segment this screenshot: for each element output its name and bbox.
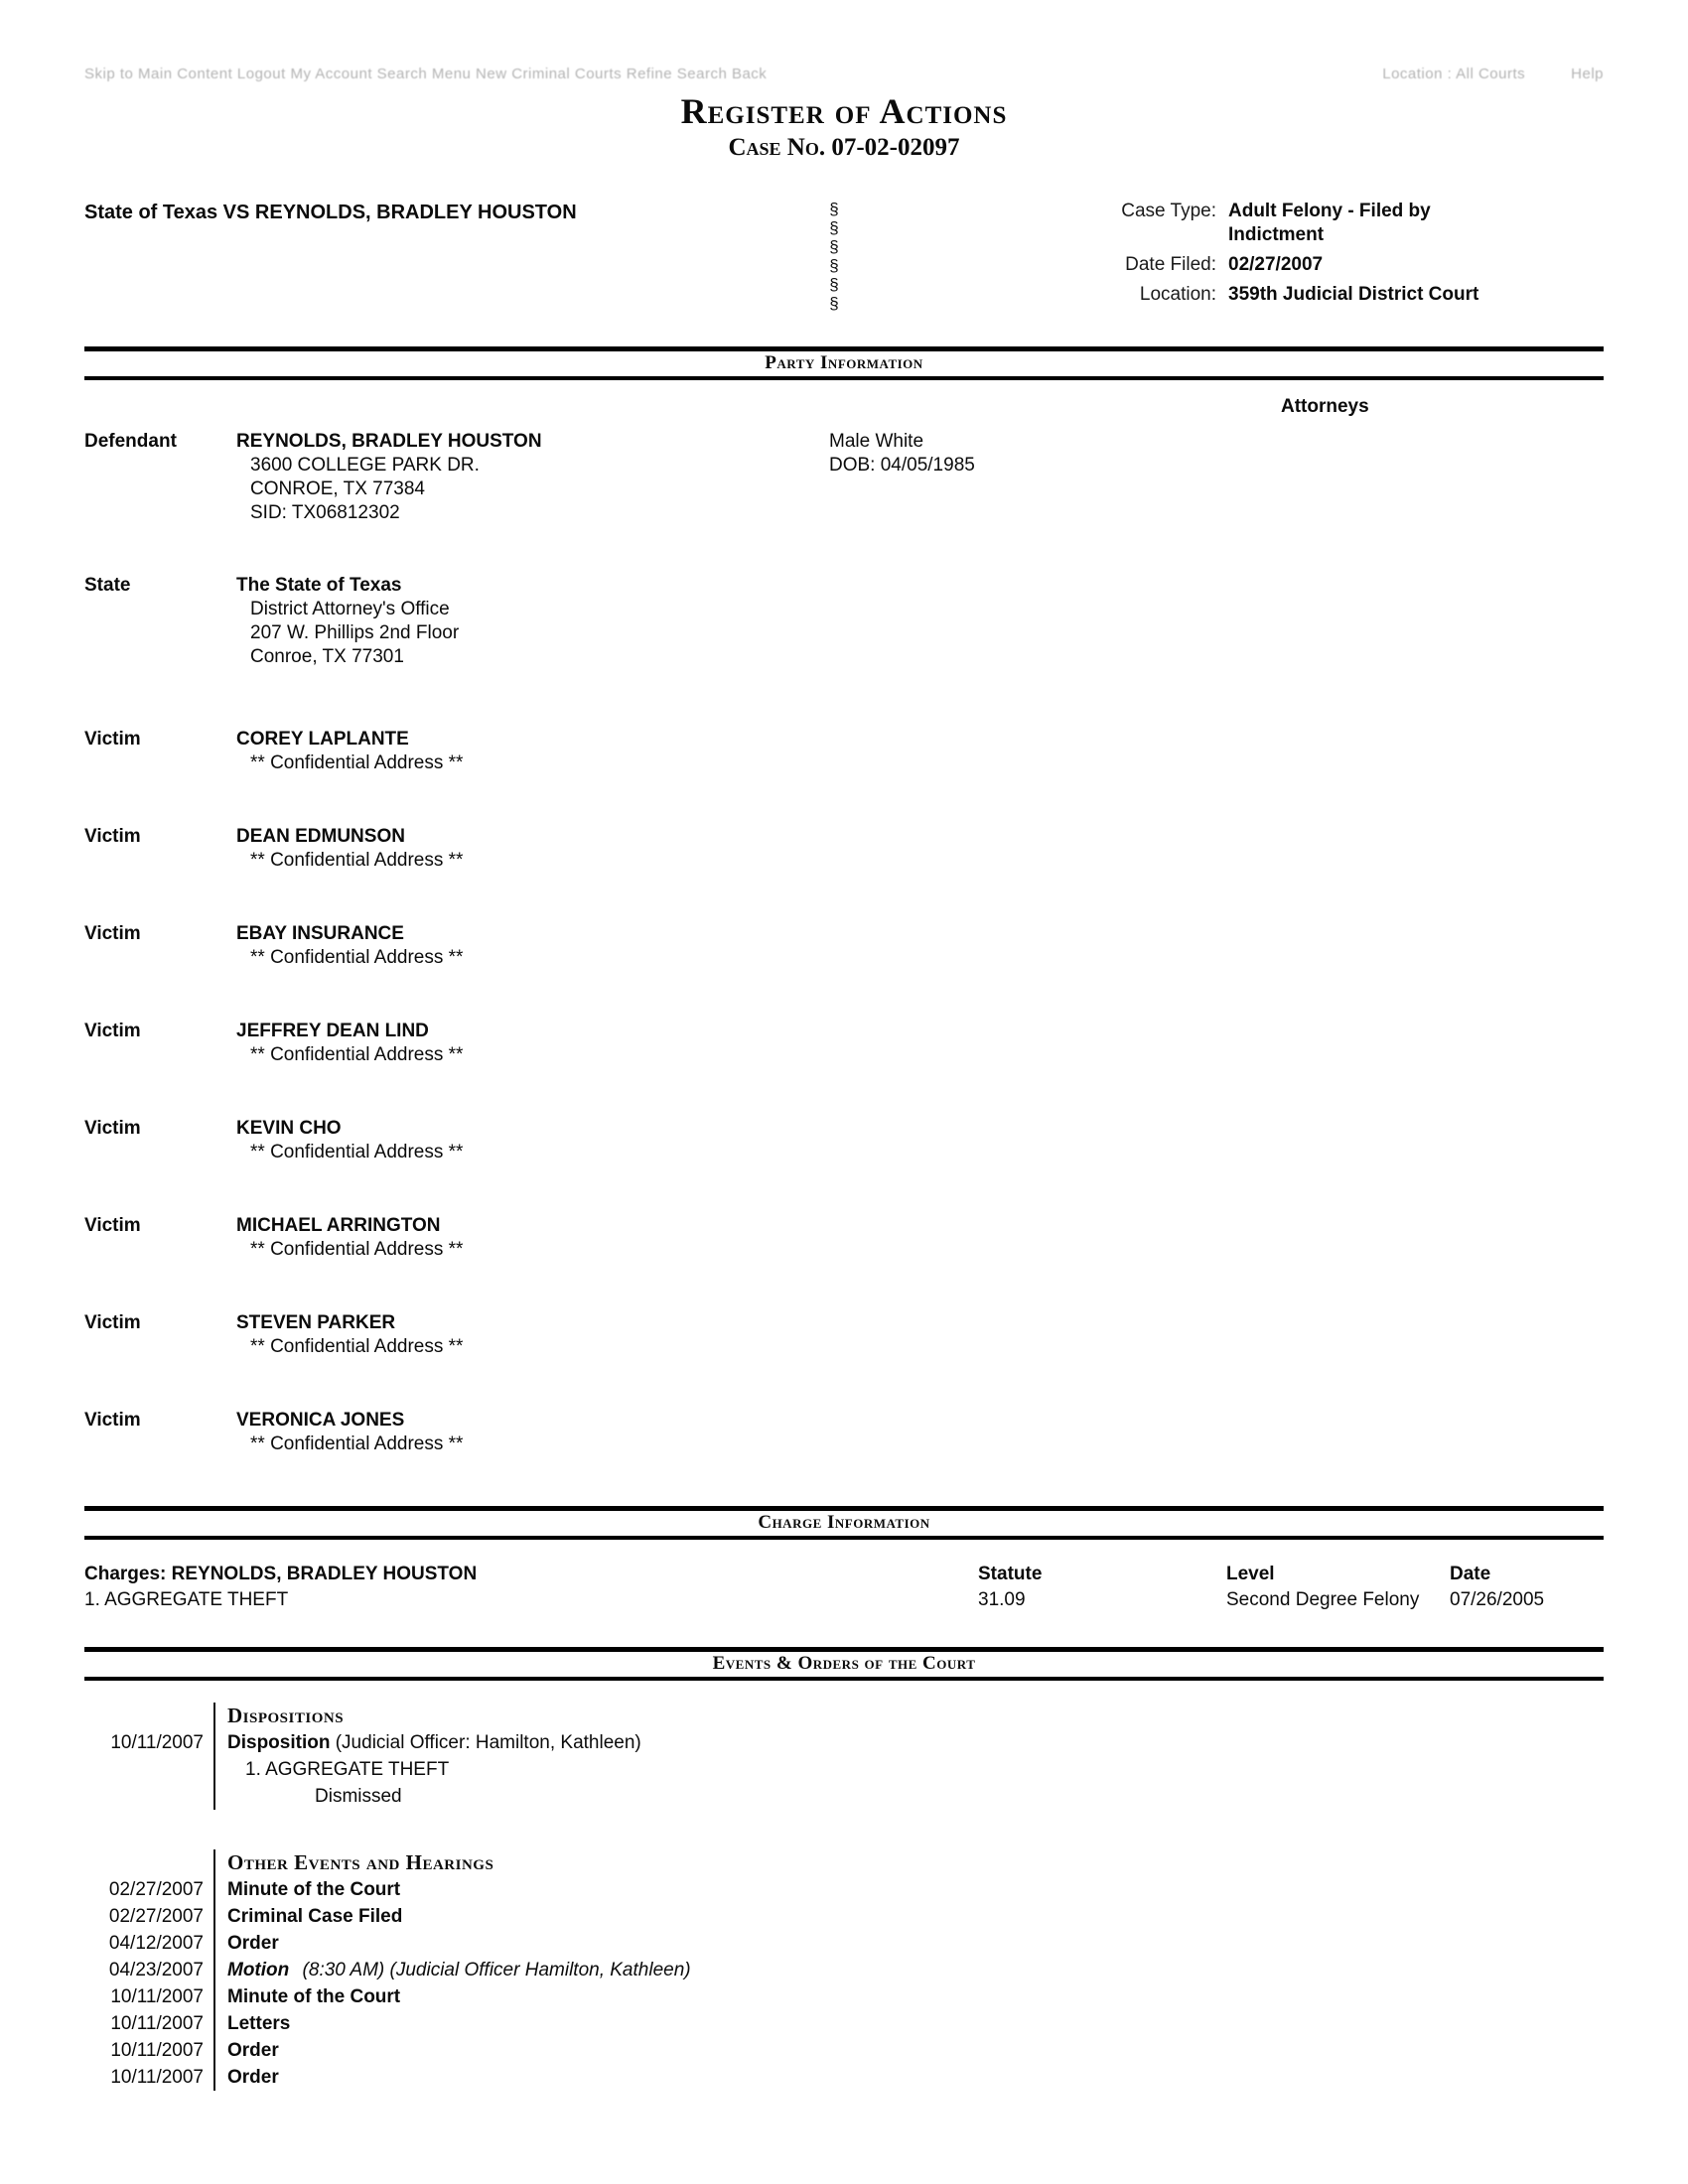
party-address-line: 3600 COLLEGE PARK DR. <box>250 455 480 476</box>
charges-table <box>84 1562 1604 1613</box>
party-address-line: ** Confidential Address ** <box>250 752 464 773</box>
party-row-victim <box>84 1117 1604 1164</box>
case-type-label: Case Type: <box>1121 201 1216 221</box>
party-role: Defendant <box>84 431 177 452</box>
party-name: DEAN EDMUNSON <box>236 826 405 847</box>
charge-information-section-header: Charge Information <box>84 1506 1604 1540</box>
location-value: 359th Judicial District Court <box>1228 284 1479 305</box>
party-detail-dob: DOB: 04/05/1985 <box>829 455 975 476</box>
party-address-line: District Attorney's Office <box>250 599 450 619</box>
event-title: Order <box>227 2040 279 2061</box>
charge-row <box>84 1587 1604 1613</box>
event-row <box>213 2064 1604 2091</box>
party-name: VERONICA JONES <box>236 1410 405 1431</box>
event-title: Criminal Case Filed <box>227 1906 403 1927</box>
party-name: COREY LAPLANTE <box>236 729 409 750</box>
other-events-block <box>84 1849 1604 2091</box>
party-address-line: ** Confidential Address ** <box>250 947 464 968</box>
events-orders-section-header: Events & Orders of the Court <box>84 1647 1604 1681</box>
event-title: Order <box>227 1933 279 1954</box>
date-filed-value: 02/27/2007 <box>1228 254 1324 275</box>
event-date: 02/27/2007 <box>108 1906 204 1927</box>
party-row-victim <box>84 922 1604 970</box>
party-row-victim <box>84 728 1604 775</box>
event-title: Order <box>227 2067 279 2088</box>
level-column-header: Level <box>1226 1564 1275 1584</box>
dispositions-block <box>84 1703 1604 1810</box>
case-meta <box>879 200 1604 313</box>
party-role: Victim <box>84 923 141 944</box>
location-label: Location: <box>1139 284 1216 305</box>
party-address-line: ** Confidential Address ** <box>250 850 464 871</box>
event-row <box>213 2010 1604 2037</box>
event-date: 10/11/2007 <box>110 2013 204 2034</box>
party-address-line: Conroe, TX 77301 <box>250 646 404 667</box>
party-row-victim <box>84 1409 1604 1456</box>
party-address-line: ** Confidential Address ** <box>250 1433 464 1454</box>
party-address-line: ** Confidential Address ** <box>250 1336 464 1357</box>
event-date: 10/11/2007 <box>110 2040 204 2061</box>
party-address-line: ** Confidential Address ** <box>250 1142 464 1162</box>
attorneys-column-header: Attorneys <box>1281 396 1369 417</box>
disposition-entry <box>213 1729 1604 1756</box>
statute-column-header: Statute <box>978 1564 1043 1584</box>
party-name: MICHAEL ARRINGTON <box>236 1215 441 1236</box>
party-role: Victim <box>84 1118 141 1139</box>
nav-links-left: Skip to Main Content Logout My Account Search Menu New Criminal Courts Refine Search Back <box>84 66 768 82</box>
nav-location: Location : All Courts <box>1382 66 1526 82</box>
party-name: REYNOLDS, BRADLEY HOUSTON <box>236 431 542 452</box>
party-role: Victim <box>84 1021 141 1041</box>
event-row <box>213 1876 1604 1903</box>
event-detail: (8:30 AM) (Judicial Officer Hamilton, Kathleen) <box>302 1960 691 1980</box>
date-filed-label: Date Filed: <box>1125 254 1216 275</box>
party-role: State <box>84 575 131 596</box>
party-row-victim <box>84 1020 1604 1067</box>
event-row <box>213 1957 1604 1983</box>
party-row-victim <box>84 1214 1604 1262</box>
event-row <box>213 1903 1604 1930</box>
event-date: 04/12/2007 <box>108 1933 204 1954</box>
nav-help-link: Help <box>1571 66 1604 82</box>
event-date: 10/11/2007 <box>110 2067 204 2088</box>
browser-chrome-header <box>84 0 1604 82</box>
party-name: EBAY INSURANCE <box>236 923 404 944</box>
dispositions-header: Dispositions <box>213 1703 1604 1729</box>
other-events-header: Other Events and Hearings <box>213 1849 1604 1876</box>
party-name: The State of Texas <box>236 575 402 596</box>
event-row <box>213 2037 1604 2064</box>
party-information-section-header: Party Information <box>84 346 1604 380</box>
charge-date: 07/26/2005 <box>1450 1589 1545 1610</box>
event-title: Disposition <box>227 1732 331 1753</box>
case-header <box>84 200 1604 313</box>
charge-statute: 31.09 <box>978 1589 1026 1610</box>
party-row-victim <box>84 825 1604 873</box>
event-detail: (Judicial Officer: Hamilton, Kathleen) <box>335 1732 641 1753</box>
party-detail-sex-race: Male White <box>829 431 924 452</box>
party-address-line: ** Confidential Address ** <box>250 1239 464 1260</box>
party-role: Victim <box>84 1312 141 1333</box>
case-style-caption: State of Texas VS REYNOLDS, BRADLEY HOUSTON <box>84 202 577 223</box>
party-address-line: 207 W. Phillips 2nd Floor <box>250 622 460 643</box>
party-role: Victim <box>84 729 141 750</box>
event-title: Motion <box>227 1960 290 1980</box>
disposition-result-line: Dismissed <box>213 1783 1604 1810</box>
charge-level: Second Degree Felony <box>1226 1589 1420 1610</box>
event-date: 04/23/2007 <box>108 1960 204 1980</box>
case-type-value: Adult Felony - Filed by Indictment <box>1228 201 1431 245</box>
disposition-charge-line: 1. AGGREGATE THEFT <box>213 1756 1604 1783</box>
event-title: Letters <box>227 2013 291 2034</box>
party-row-state <box>84 574 1604 669</box>
event-date: 10/11/2007 <box>110 1986 204 2007</box>
party-role: Victim <box>84 1410 141 1431</box>
case-number: Case No. 07-02-02097 <box>728 134 960 161</box>
party-address-line: ** Confidential Address ** <box>250 1044 464 1065</box>
date-column-header: Date <box>1450 1564 1491 1584</box>
party-name: JEFFREY DEAN LIND <box>236 1021 429 1041</box>
charges-caption: Charges: REYNOLDS, BRADLEY HOUSTON <box>84 1564 478 1584</box>
event-date: 02/27/2007 <box>108 1879 204 1900</box>
party-name: KEVIN CHO <box>236 1118 342 1139</box>
event-date: 10/11/2007 <box>110 1732 204 1753</box>
party-role: Victim <box>84 1215 141 1236</box>
party-name: STEVEN PARKER <box>236 1312 396 1333</box>
event-title: Minute of the Court <box>227 1986 401 2007</box>
charge-name: 1. AGGREGATE THEFT <box>84 1589 289 1610</box>
event-row <box>213 1983 1604 2010</box>
party-role: Victim <box>84 826 141 847</box>
event-title: Minute of the Court <box>227 1879 401 1900</box>
party-address-line: CONROE, TX 77384 <box>250 478 426 499</box>
party-address-line: SID: TX06812302 <box>250 502 400 523</box>
party-row-defendant <box>84 430 1604 525</box>
event-row <box>213 1930 1604 1957</box>
party-row-victim <box>84 1311 1604 1359</box>
page-title: Register of Actions <box>680 91 1008 131</box>
section-symbol-column: § § § § § § <box>829 200 839 313</box>
